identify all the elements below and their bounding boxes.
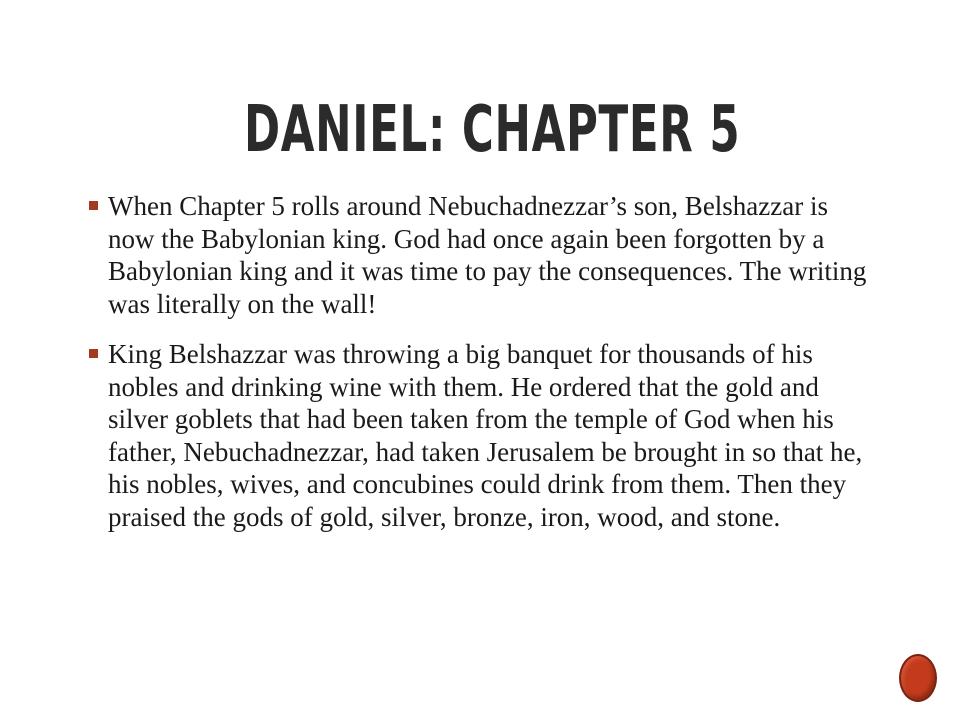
square-bullet-icon xyxy=(89,349,98,358)
bullet-item xyxy=(88,338,878,533)
bullet-text: King Belshazzar was throwing a big banquet for thousands of his nobles and drinking wine with them. He ordered that the gold and silver goblets that had been taken from the temple of God when his father, Nebuchadnezzar, had taken Jerusalem be brought in so that he, his nobles, wives, and concubines could drink from them. Then they praised the gods of gold, silver, bronze, iron, wood, and stone. xyxy=(108,339,863,532)
square-bullet-icon xyxy=(89,201,98,210)
slide-title: DANIEL: CHAPTER 5 xyxy=(244,93,741,167)
bullet-list xyxy=(88,190,878,551)
bullet-item xyxy=(88,190,878,320)
slide-nav-circle-button[interactable] xyxy=(899,654,937,702)
bullet-text: When Chapter 5 rolls around Nebuchadnezzar’s son, Belshazzar is now the Babylonian king. God had once again been forgotten by a Babylonian king and it was time to pay the consequences. The writing was literally on the wall! xyxy=(108,191,867,319)
